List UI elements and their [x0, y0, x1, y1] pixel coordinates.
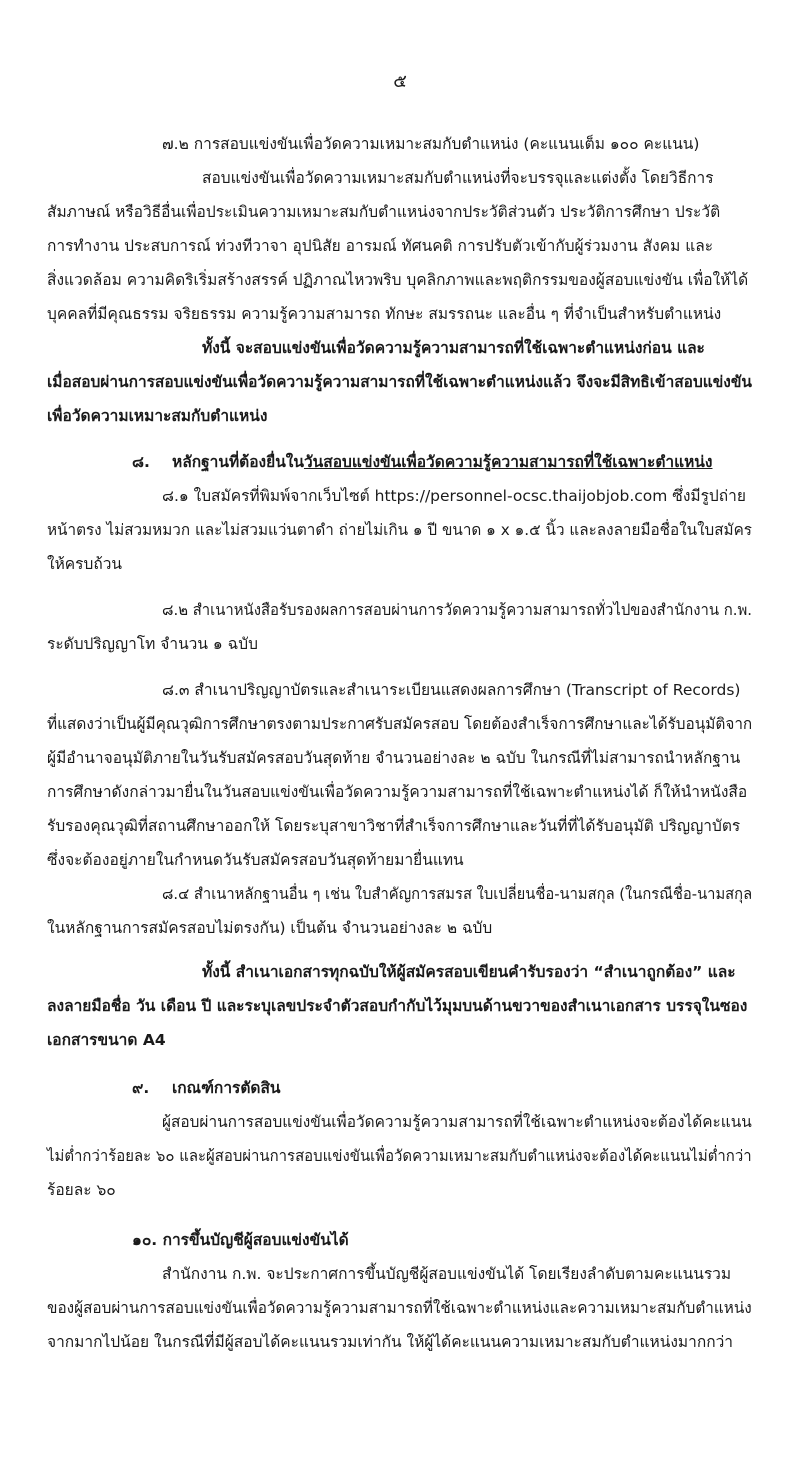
paragraph-line: สัมภาษณ์ หรือวิธีอื่นเพื่อประเมินความเหมาะสมกับตำแหน่งจากประวัติส่วนตัว ประวัติการศึกษา ประวัติ: [47, 203, 721, 221]
item-8-2-line: ๘.๒ สำเนาหนังสือรับรองผลการสอบผ่านการวัดความรู้ความสามารถทั่วไปของสำนักงาน ก.พ.: [162, 601, 753, 619]
paragraph-line: ผู้สอบผ่านการสอบแข่งขันเพื่อวัดความรู้ความสามารถที่ใช้เฉพาะตำแหน่งจะต้องได้คะแนน: [162, 1113, 752, 1131]
paragraph-line: สอบแข่งขันเพื่อวัดความเหมาะสมกับตำแหน่งที่จะบรรจุและแต่งตั้ง โดยวิธีการ: [202, 169, 714, 187]
section-9-title: เกณฑ์การตัดสิน: [172, 1079, 281, 1097]
item-8-4-line: ในหลักฐานการสมัครสอบไม่ตรงกัน) เป็นต้น จำนวนอย่างละ ๒ ฉบับ: [47, 919, 493, 937]
item-8-3-line: ที่แสดงว่าเป็นผู้มีคุณวุฒิการศึกษาตรงตามประกาศรับสมัครสอบ โดยต้องสำเร็จการศึกษาและได้รับอนุมัติจาก: [47, 715, 753, 733]
section-8-number: ๘.: [132, 453, 150, 471]
paragraph-line: ไม่ต่ำกว่าร้อยละ ๖๐ และผู้สอบผ่านการสอบแข่งขันเพื่อวัดความเหมาะสมกับตำแหน่งจะต้องได้คะแนนไม่ต่ำกว่า: [47, 1147, 752, 1165]
section-8-title: [172, 452, 712, 472]
item-8-3-line: รับรองคุณวุฒิที่สถานศึกษาออกให้ โดยระบุสาขาวิชาที่สำเร็จการศึกษาและวันที่ที่ได้รับอนุมัติ ปริญญาบัตร: [47, 817, 741, 835]
item-8-3-line: การศึกษาดังกล่าวมายื่นในวันสอบแข่งขันเพื่อวัดความรู้ความสามารถที่ใช้เฉพาะตำแหน่งได้ ก็ให้นำหนังสือ: [47, 783, 748, 801]
paragraph-line: ร้อยละ ๖๐: [47, 1181, 116, 1199]
bold-note-line: ลงลายมือชื่อ วัน เดือน ปี และระบุเลขประจำตัวสอบกำกับไว้มุมบนด้านขวาของสำเนาเอกสาร บรรจุในซอง: [47, 997, 748, 1015]
paragraph-line: สำนักงาน ก.พ. จะประกาศการขึ้นบัญชีผู้สอบแข่งขันได้ โดยเรียงลำดับตามคะแนนรวม: [162, 1265, 732, 1283]
page-number: ๕: [393, 71, 407, 92]
item-8-1-line: ให้ครบถ้วน: [47, 555, 123, 573]
section-9-number: ๙.: [132, 1079, 150, 1097]
section-7-2-heading: ๗.๒ การสอบแข่งขันเพื่อวัดความเหมาะสมกับตำแหน่ง (คะแนนเต็ม ๑๐๐ คะแนน): [162, 135, 700, 153]
item-8-3-line: ผู้มีอำนาจอนุมัติภายในวันรับสมัครสอบวันสุดท้าย จำนวนอย่างละ ๒ ฉบับ ในกรณีที่ไม่สามารถนำหลักฐาน: [47, 749, 741, 767]
section-8-title-plain: หลักฐานที่ต้องยื่นใน: [172, 453, 304, 471]
item-8-1-line: ๘.๑ ใบสมัครที่พิมพ์จากเว็บไซต์ https://personnel-ocsc.thaijobjob.com ซึ่งมีรูปถ่าย: [162, 487, 746, 505]
paragraph-line: ของผู้สอบผ่านการสอบแข่งขันเพื่อวัดความรู้ความสามารถที่ใช้เฉพาะตำแหน่งและความเหมาะสมกับตำแหน่ง: [47, 1299, 752, 1317]
item-8-3-line: ๘.๓ สำเนาปริญญาบัตรและสำเนาระเบียนแสดงผลการศึกษา (Transcript of Records): [162, 681, 741, 699]
paragraph-line: การทำงาน ประสบการณ์ ท่วงทีวาจา อุปนิสัย อารมณ์ ทัศนคติ การปรับตัวเข้ากับผู้ร่วมงาน สังคม และ: [47, 237, 714, 255]
paragraph-line: บุคคลที่มีคุณธรรม จริยธรรม ความรู้ความสามารถ ทักษะ สมรรถนะ และอื่น ๆ ที่จำเป็นสำหรับตำแหน่ง: [47, 305, 722, 323]
paragraph-line: จากมากไปน้อย ในกรณีที่มีผู้สอบได้คะแนนรวมเท่ากัน ให้ผู้ได้คะแนนความเหมาะสมกับตำแหน่งมากกว่า: [47, 1333, 734, 1351]
bold-note-line: เอกสารขนาด A4: [47, 1031, 166, 1049]
item-8-4-line: ๘.๔ สำเนาหลักฐานอื่น ๆ เช่น ใบสำคัญการสมรส ใบเปลี่ยนชื่อ-นามสกุล (ในกรณีชื่อ-นามสกุล: [162, 885, 753, 903]
bold-note-line: ทั้งนี้ สำเนาเอกสารทุกฉบับให้ผู้สมัครสอบเขียนคำรับรองว่า “สำเนาถูกต้อง” และ: [202, 963, 736, 981]
section-10-title: ๑๐. การขึ้นบัญชีผู้สอบแข่งขันได้: [132, 1231, 349, 1249]
paragraph-line: สิ่งแวดล้อม ความคิดริเริ่มสร้างสรรค์ ปฏิภาณไหวพริบ บุคลิกภาพและพฤติกรรมของผู้สอบแข่งขัน เพื่อให้ได้: [47, 271, 749, 289]
item-8-2-line: ระดับปริญญาโท จำนวน ๑ ฉบับ: [47, 635, 258, 653]
bold-note-line: ทั้งนี้ จะสอบแข่งขันเพื่อวัดความรู้ความสามารถที่ใช้เฉพาะตำแหน่งก่อน และ: [202, 339, 705, 357]
section-8-title-underlined: วันสอบแข่งขันเพื่อวัดความรู้ความสามารถที่ใช้เฉพาะตำแหน่ง: [303, 453, 713, 471]
item-8-1-line: หน้าตรง ไม่สวมหมวก และไม่สวมแว่นตาดำ ถ่ายไม่เกิน ๑ ปี ขนาด ๑ x ๑.๕ นิ้ว และลงลายมือชื่อในใบสมัคร: [47, 521, 752, 539]
bold-note-line: เพื่อวัดความเหมาะสมกับตำแหน่ง: [47, 407, 268, 425]
bold-note-line: เมื่อสอบผ่านการสอบแข่งขันเพื่อวัดความรู้ความสามารถที่ใช้เฉพาะตำแหน่งแล้ว จึงจะมีสิทธิเข้าสอบแข่งขัน: [47, 373, 752, 391]
item-8-3-line: ซึ่งจะต้องอยู่ภายในกำหนดวันรับสมัครสอบวันสุดท้ายมายื่นแทน: [47, 851, 464, 869]
